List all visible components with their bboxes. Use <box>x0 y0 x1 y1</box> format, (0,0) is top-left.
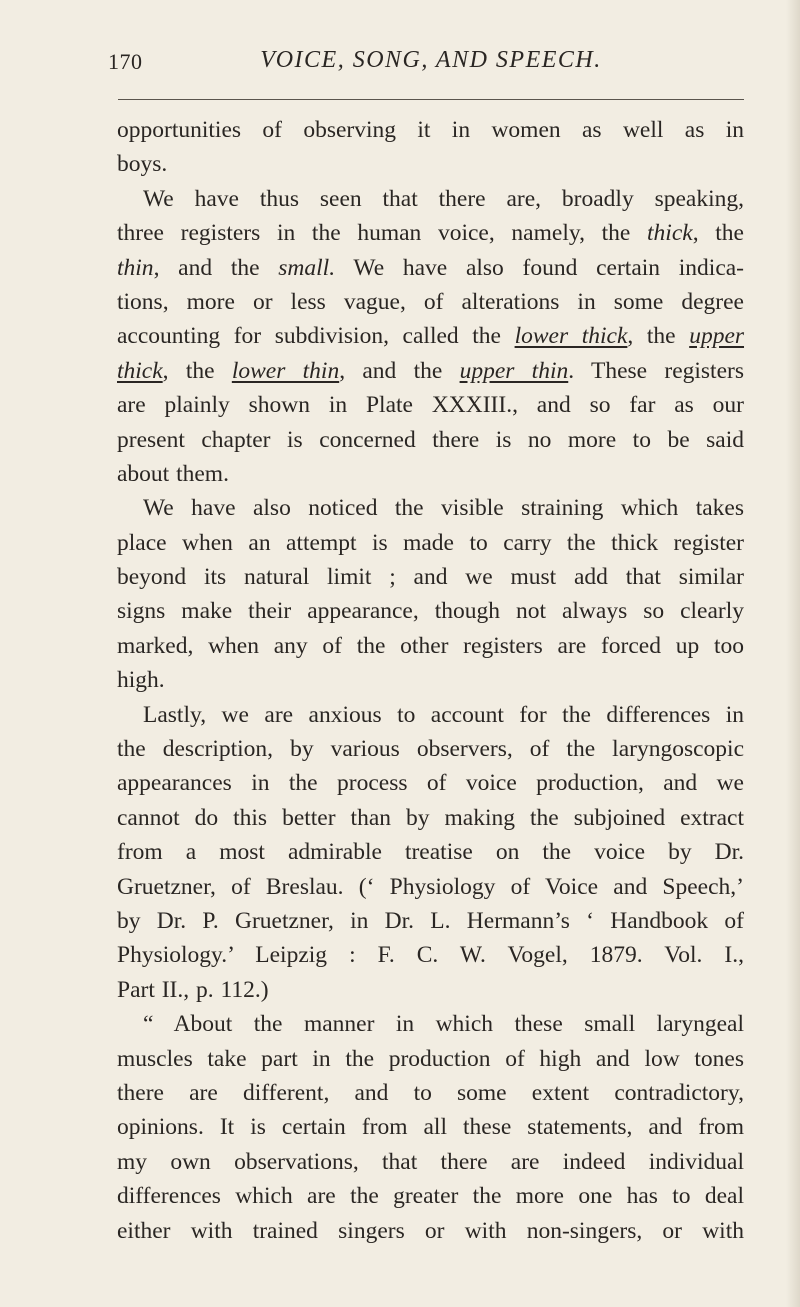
text-segment: my own observations, that there are indeed individual <box>117 1148 744 1175</box>
underlined-term: upper <box>689 323 745 350</box>
page-edge-shadow <box>786 0 800 1307</box>
text-line <box>117 870 744 904</box>
text-segment: place when an attempt is made to carry the thick register <box>117 529 744 556</box>
text-line <box>117 1076 744 1110</box>
text-line <box>117 251 744 285</box>
text-segment: , and the <box>153 254 279 281</box>
text-line <box>117 663 744 697</box>
italic-term: thick <box>647 220 693 247</box>
text-line <box>117 491 744 525</box>
text-segment: . These registers <box>568 357 744 384</box>
text-line <box>117 526 744 560</box>
underlined-term: thick <box>117 357 163 384</box>
text-line <box>117 147 744 181</box>
text-line <box>117 354 744 388</box>
text-segment: , the <box>162 357 232 384</box>
text-segment: cannot do this better than by making the subjoined extract <box>117 804 744 831</box>
text-line <box>117 1145 744 1179</box>
text-segment: opportunities of observing it in women as well as in <box>117 117 744 143</box>
underlined-term: lower thin <box>231 357 340 384</box>
text-line <box>117 113 744 147</box>
text-segment: We have also found certain indica- <box>335 254 745 281</box>
text-line <box>117 319 744 353</box>
text-line <box>117 560 744 594</box>
text-line <box>117 594 744 628</box>
text-segment: , the <box>692 220 744 247</box>
text-segment: Part II., p. 112.) <box>117 976 269 1003</box>
text-line <box>117 698 744 732</box>
text-segment: Physiology.’ Leipzig : F. C. W. Vogel, 1879. Vol. I., <box>117 942 744 969</box>
text-line <box>117 182 744 216</box>
text-segment: appearances in the process of voice production, and we <box>117 770 744 797</box>
text-segment: tions, more or less vague, of alterations in some degree <box>117 288 744 315</box>
text-line <box>117 1214 744 1248</box>
text-segment: “ About the manner in which these small laryngeal <box>143 1011 744 1038</box>
body-text <box>117 113 744 1248</box>
text-segment: We have thus seen that there are, broadly speaking, <box>143 185 744 212</box>
text-line <box>117 1042 744 1076</box>
text-line <box>117 835 744 869</box>
text-line <box>117 766 744 800</box>
text-segment: about them. <box>117 460 229 487</box>
text-segment: muscles take part in the production of high and low tones <box>117 1045 744 1072</box>
text-line <box>117 1007 744 1041</box>
text-segment: high. <box>117 667 165 694</box>
text-segment: are plainly shown in Plate XXXIII., and so far as our <box>117 392 744 419</box>
header-rule <box>118 99 744 100</box>
text-line <box>117 285 744 319</box>
underlined-term: lower thick <box>514 323 628 350</box>
text-line <box>117 216 744 250</box>
text-line <box>117 938 744 972</box>
text-segment: signs make their appearance, though not always so clearly <box>117 598 744 625</box>
text-segment: beyond its natural limit ; and we must add that similar <box>117 564 744 591</box>
text-line <box>117 388 744 422</box>
italic-term: small. <box>278 254 336 281</box>
text-line <box>117 732 744 766</box>
text-line <box>117 1179 744 1213</box>
text-segment: marked, when any of the other registers are forced up too <box>117 632 744 659</box>
page-number: 170 <box>108 49 143 74</box>
text-segment: boys. <box>117 151 168 178</box>
text-segment: accounting for subdivision, called the <box>117 323 515 350</box>
page-header <box>108 47 744 89</box>
text-segment: opinions. It is certain from all these statements, and from <box>117 1114 744 1141</box>
italic-term: thin <box>117 254 154 281</box>
text-segment: there are different, and to some extent contradictory, <box>117 1079 744 1106</box>
text-line <box>117 1110 744 1144</box>
text-line <box>117 629 744 663</box>
text-segment: differences which are the greater the more one has to deal <box>117 1183 744 1210</box>
text-segment: by Dr. P. Gruetzner, in Dr. L. Hermann’s ‘ Handbook of <box>117 907 744 934</box>
text-line <box>117 801 744 835</box>
text-segment: three registers in the human voice, namely, the <box>117 220 648 247</box>
text-segment: We have also noticed the visible straining which takes <box>143 495 744 522</box>
text-line <box>117 457 744 491</box>
text-line <box>117 423 744 457</box>
text-segment: , the <box>627 323 690 350</box>
text-line <box>117 904 744 938</box>
text-segment: present chapter is concerned there is no more to be said <box>117 426 744 453</box>
text-segment: from a most admirable treatise on the voice by Dr. <box>117 839 744 866</box>
text-segment: , and the <box>339 357 460 384</box>
text-segment: either with trained singers or with non-singers, or with <box>117 1217 744 1244</box>
running-title: VOICE, SONG, AND SPEECH. <box>260 47 602 73</box>
text-line <box>117 973 744 1007</box>
underlined-term: upper thin <box>459 357 569 384</box>
text-segment: Gruetzner, of Breslau. (‘ Physiology of Voice and Speech,’ <box>117 873 744 900</box>
text-segment: Lastly, we are anxious to account for the differences in <box>143 701 744 728</box>
text-segment: the description, by various observers, of the laryngoscopic <box>117 736 744 763</box>
